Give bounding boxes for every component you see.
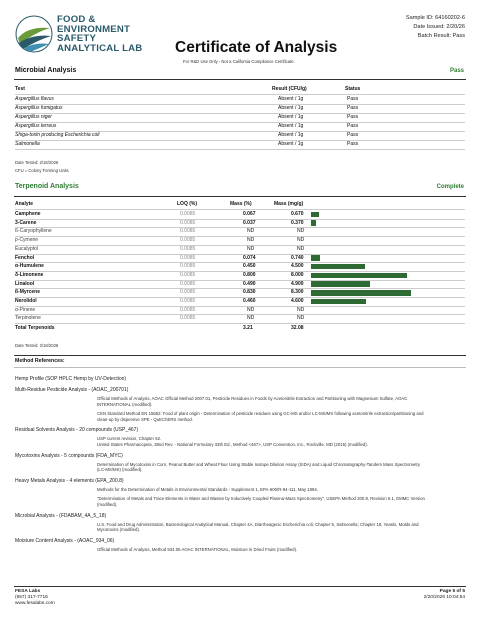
logo-line-2: ENVIRONMENT <box>57 23 131 35</box>
analyte-mass-pct: ND <box>247 245 255 252</box>
table-row <box>15 254 465 263</box>
table-row <box>15 104 465 113</box>
method-line: Determination of Mycotoxins in Corn, Peanut Butter and Wheat Flour Using Stable Isotope Dilution Assay (SIDA) and Liquid Chromatography-Tandem Mass Spectrometry <box>97 461 421 467</box>
method-heading: Residual Solvents Analysis - 20 compounds (USP_467) <box>15 427 139 434</box>
table-row <box>15 131 465 140</box>
test-name: Shiga-toxin producing Escherichia coli <box>15 132 100 138</box>
footer-right <box>424 589 465 601</box>
method-heading: Multi-Residue Pesticide Analysis - (AOAC_200701) <box>15 387 129 393</box>
method-reference <box>15 453 465 473</box>
analyte-mass-mg: ND <box>297 237 305 244</box>
method-line: Mycotoxins (modified). <box>97 527 140 533</box>
method-description <box>15 547 465 553</box>
test-result: Absent / 1g <box>278 96 304 102</box>
method-description <box>15 396 465 422</box>
lab-logo-icon <box>14 14 54 54</box>
analyte-name: Eucalyptol <box>15 245 39 252</box>
table-row <box>15 210 465 219</box>
analyte-mass-mg: ND <box>297 315 305 322</box>
footer-website: www.fesalabs.com <box>15 601 55 607</box>
col-mass-mg: Mass (mg/g) <box>274 201 304 207</box>
method-heading: Heavy Metals Analysis - 4 elements (EPA_200.8) <box>15 477 124 484</box>
method-reference <box>15 376 465 382</box>
terpenoid-status: Complete <box>436 184 464 190</box>
method-references <box>15 376 465 557</box>
table-row <box>15 140 465 149</box>
table-row <box>15 271 465 280</box>
analyte-loq: 0.0085 <box>180 298 196 304</box>
table-header <box>15 85 465 94</box>
footer-phone: (657) 317-7716 <box>15 595 48 601</box>
analyte-mass-pct: 0.037 <box>243 219 256 226</box>
logo-line-3: SAFETY <box>57 33 97 44</box>
sample-id: Sample ID: 64160202-6 <box>405 15 465 21</box>
table-row <box>15 227 465 236</box>
analyte-mass-pct: 0.450 <box>243 263 256 270</box>
batch-result: Batch Result: Pass <box>417 33 465 39</box>
analyte-name: δ-Limonene <box>15 271 44 278</box>
table-row <box>15 306 465 315</box>
footer-left <box>15 589 55 608</box>
analyte-loq: 0.0085 <box>180 237 196 244</box>
col-mass-pct: Mass (%) <box>230 201 252 207</box>
analyte-name: ß-Myrcene <box>15 289 41 296</box>
test-status: Pass <box>347 96 359 102</box>
analyte-mass-pct: 0.067 <box>243 211 256 217</box>
analyte-mass-mg: 0.670 <box>291 211 304 217</box>
table-row <box>15 280 465 289</box>
test-result: Absent / 1g <box>278 123 304 129</box>
method-reference <box>15 538 465 553</box>
page-number: Page 5 of 5 <box>439 589 465 594</box>
method-heading: Moisture Content Analysis - (AOAC_934_06) <box>15 537 115 544</box>
col-analyte: Analyte <box>15 201 34 207</box>
method-reference <box>15 427 465 447</box>
table-row <box>15 95 465 104</box>
table-row <box>15 245 465 254</box>
cfu-note: CFU = Colony Forming Units <box>15 168 69 173</box>
table-row <box>15 236 465 245</box>
footer-divider <box>14 586 466 587</box>
analyte-mass-pct: 0.830 <box>243 289 256 296</box>
test-result: Absent / 1g <box>278 141 304 147</box>
analyte-name: p-Cymene <box>15 237 39 244</box>
mass-bar <box>311 220 316 226</box>
analyte-loq: 0.0085 <box>180 289 196 296</box>
method-line: Methods for the Determination of Metals in Environmental Standards - Supplement 1, EPA-600/R-94-111, May 1994. <box>97 486 318 492</box>
method-reference <box>15 478 465 508</box>
lab-logo <box>14 12 164 56</box>
table-row <box>15 113 465 122</box>
analyte-name: 3-Carene <box>15 219 37 226</box>
mass-bar <box>311 264 365 270</box>
microbial-status: Pass <box>449 68 464 74</box>
analyte-name: ß-Caryophyllene <box>15 228 52 235</box>
method-description <box>15 436 465 447</box>
test-result: Absent / 1g <box>278 132 304 138</box>
method-line: CEN Standard Method EN 15662: Food of plant origin - Determination of pesticide residues using GC-MS and/or LC-MS/MS following acetonitrile extraction/partitioning and <box>97 411 424 417</box>
lab-name <box>57 15 142 53</box>
test-name: Aspergillus fumigatus <box>15 105 63 111</box>
analyte-mass-mg: ND <box>297 245 305 252</box>
table-row <box>15 219 465 228</box>
table-row <box>15 122 465 131</box>
analyte-mass-pct: ND <box>247 315 255 322</box>
divider <box>14 367 466 368</box>
analyte-loq: 0.0085 <box>180 219 196 226</box>
method-description <box>15 522 465 533</box>
test-status: Pass <box>347 132 359 138</box>
logo-line-1: FOOD & <box>57 14 96 25</box>
logo-line-4: ANALYTICAL LAB <box>57 42 143 54</box>
col-loq: LOQ (%) <box>177 201 197 207</box>
col-status: Status <box>345 86 361 92</box>
analyte-loq: 0.0085 <box>180 254 196 261</box>
terpenoid-date-tested: Date Tested: 2/18/2026 <box>15 343 59 348</box>
test-name: Aspergillus flavus <box>15 96 54 102</box>
table-header <box>15 200 465 209</box>
method-heading: Hemp Profile (SOP HPLC Hemp by UV-Detection) <box>15 376 127 382</box>
sample-info <box>406 14 465 41</box>
test-status: Pass <box>347 114 359 120</box>
method-description <box>15 462 465 473</box>
table-row <box>15 297 465 306</box>
analyte-mass-pct: 0.460 <box>243 298 256 304</box>
analyte-mass-mg: ND <box>297 228 305 235</box>
analyte-loq: 0.0085 <box>180 306 196 313</box>
method-line: (modified). <box>97 501 118 507</box>
footer-lab-name: FESA Labs <box>15 589 41 594</box>
analyte-name: α-Pinene <box>15 306 36 313</box>
analyte-mass-mg: 4.900 <box>291 280 304 287</box>
total-pct: 3.21 <box>243 325 253 331</box>
method-references-title: Method References: <box>15 358 65 364</box>
method-reference <box>15 387 465 422</box>
analyte-loq: 0.0085 <box>180 271 196 278</box>
mass-bar <box>311 281 370 287</box>
microbial-date-tested: Date Tested: 2/16/2026 <box>15 160 59 165</box>
test-name: Aspergillus terreus <box>15 123 57 129</box>
analyte-loq: 0.0085 <box>180 245 196 252</box>
analyte-mass-mg: 4.500 <box>291 263 304 270</box>
analyte-name: Fenchol <box>15 254 35 261</box>
test-name: Aspergillus niger <box>15 114 52 120</box>
table-row <box>15 314 465 323</box>
microbial-title: Microbial Analysis <box>15 67 77 74</box>
test-status: Pass <box>347 123 359 129</box>
method-heading: Microbial Analysis - (FDABAM_4A_5_18) <box>15 512 107 519</box>
analyte-mass-pct: ND <box>247 306 255 313</box>
microbial-table <box>15 85 465 149</box>
method-line: "Determination of Metals and Trace Elements in Water and Wastes by Inductively Coupled Plasma-Mass Spectrometry", USEPA Method 200.8, Revision 5.1, EMMC Version <box>97 496 425 502</box>
total-label: Total Terpenoids <box>15 325 55 331</box>
method-reference <box>15 513 465 533</box>
analyte-name: Camphene <box>15 211 41 217</box>
analyte-mass-mg: 8.000 <box>291 271 304 278</box>
method-line: (LC-MS/MS) (modified). <box>97 467 143 473</box>
method-line: INTERNATIONAL (modified). <box>97 401 153 407</box>
method-line: Official Methods of Analysis, AOAC Official Method 2007.01, Pesticide Residues in Foods by Acetonitrile Extraction and Partitioning with Magnesium Sulfate, AOAC <box>97 396 408 401</box>
footer-timestamp: 2/20/2026 10:04:54 <box>423 595 465 601</box>
analyte-mass-mg: 8.300 <box>291 289 304 296</box>
analyte-mass-mg: ND <box>297 306 305 313</box>
divider <box>14 196 466 197</box>
row-rule <box>15 149 465 150</box>
mass-bar <box>311 212 319 218</box>
terpenoid-title: Terpenoid Analysis <box>15 183 79 190</box>
analyte-name: Nerolidol <box>15 298 37 304</box>
table-row <box>15 288 465 297</box>
analyte-mass-mg: 0.370 <box>291 219 304 226</box>
mass-bar <box>311 255 320 261</box>
analyte-mass-pct: 0.490 <box>243 280 256 287</box>
analyte-mass-mg: 4.600 <box>291 298 304 304</box>
analyte-name: Terpinolene <box>15 315 41 322</box>
mass-bar <box>311 273 407 279</box>
analyte-loq: 0.0085 <box>180 211 196 217</box>
analyte-mass-pct: 0.800 <box>243 271 256 278</box>
analyte-mass-pct: ND <box>247 237 255 244</box>
analyte-name: α-Humulene <box>15 263 44 270</box>
divider <box>14 355 466 356</box>
test-status: Pass <box>347 105 359 111</box>
col-test: Test <box>15 86 25 92</box>
analyte-mass-mg: 0.740 <box>291 254 304 261</box>
method-line: USP current revision, Chapter 62. <box>97 436 162 442</box>
analyte-loq: 0.0085 <box>180 228 196 235</box>
date-issued: Date Issued: 2/20/26 <box>413 24 465 30</box>
method-line: U.S. Food and Drug Administration, Bacteriological Analytical Manual, Chapter 4A, Diarrheagenic Escherichia coli; Chapter 5, Salmonella; Chapter 18, Yeasts, Molds and <box>97 521 419 527</box>
total-mg: 32.08 <box>291 325 304 331</box>
method-description <box>15 487 465 508</box>
terpenoid-table <box>15 200 465 335</box>
analyte-loq: 0.0085 <box>180 263 196 270</box>
page-title: Certificate of Analysis <box>175 39 338 56</box>
mass-bar <box>311 299 366 305</box>
analyte-mass-pct: ND <box>247 228 255 235</box>
analyte-mass-pct: 0.074 <box>243 254 256 261</box>
compliance-note: For R&D Use Only - Not a California Compliance Certificate. <box>183 59 295 64</box>
analyte-loq: 0.0085 <box>180 315 196 322</box>
test-result: Absent / 1g <box>278 105 304 111</box>
test-result: Absent / 1g <box>278 114 304 120</box>
method-line: United States Pharmacopeia, 38nd Rev. - National Formulary 33th Ed., Method <467>, USP Convention, Inc., Rockville, MD (2015) (modified). <box>97 441 368 447</box>
col-result: Result (CFU/g) <box>272 86 307 92</box>
divider <box>14 79 466 80</box>
method-heading: Mycotoxins Analysis - 5 compounds (FDA_MYC) <box>15 452 123 459</box>
test-status: Pass <box>347 141 359 147</box>
mass-bar <box>311 290 411 296</box>
method-line: clean-up by dispersive SPE - QuEChERS method. <box>97 416 194 422</box>
table-row <box>15 262 465 271</box>
test-name: Salmonella <box>15 141 40 147</box>
method-line: Official Methods of Analysis, Method 934.06 AOAC INTERNATIONAL, Moisture in Dried Fruits (modified). <box>97 546 298 552</box>
analyte-loq: 0.0085 <box>180 280 196 287</box>
total-row <box>15 324 465 333</box>
analyte-name: Linalool <box>15 280 35 287</box>
